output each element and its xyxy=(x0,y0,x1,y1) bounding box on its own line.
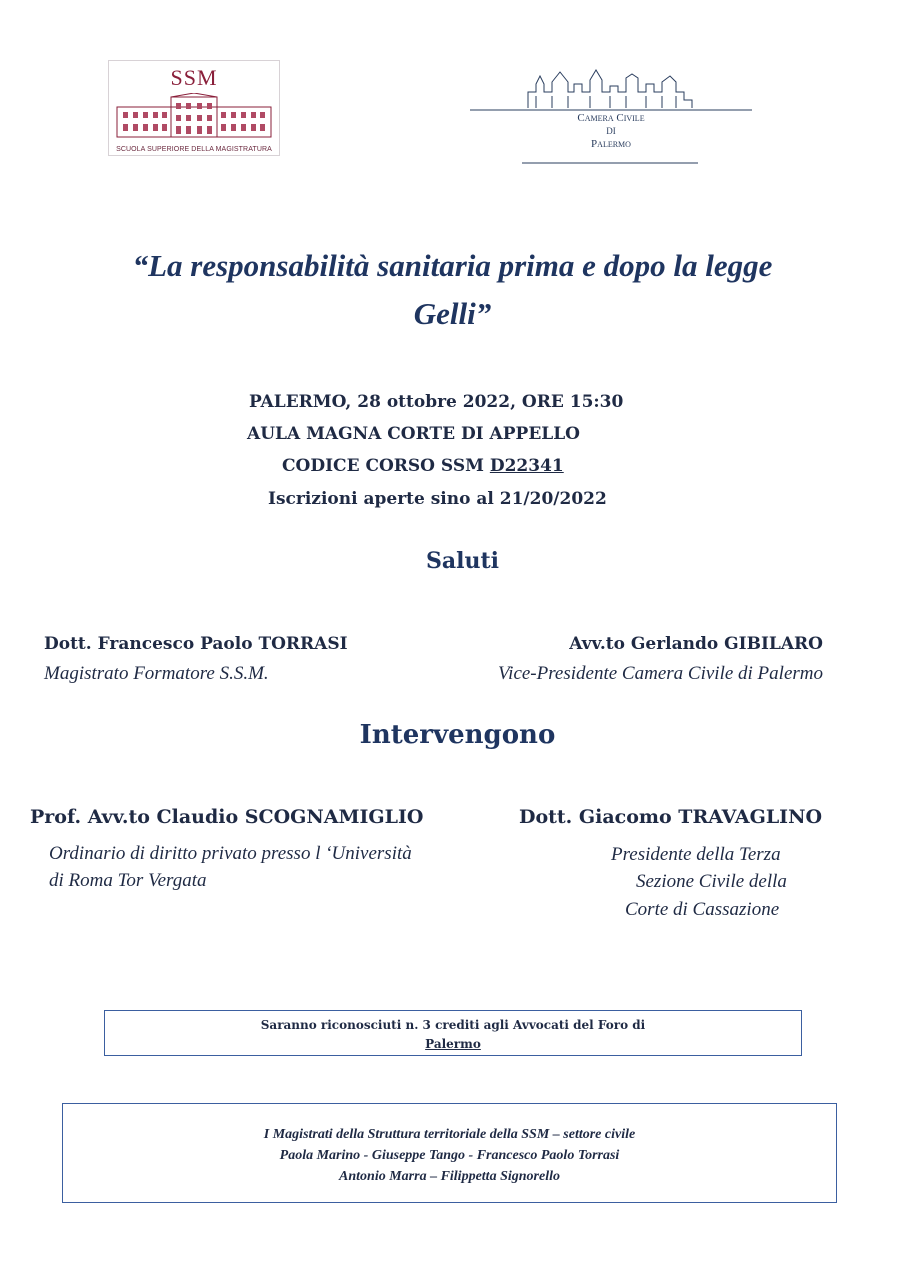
event-title-line2: Gelli” xyxy=(413,296,492,331)
camera-civile-logo xyxy=(470,62,752,168)
credits-box xyxy=(104,1010,802,1056)
saluti-right-role: Vice-Presidente Camera Civile di Palermo xyxy=(497,663,823,684)
camera-civile-line1: Camera Civile xyxy=(577,112,645,124)
speaker-left-role-line1: Ordinario di diritto privato presso l ‘Università xyxy=(49,843,412,864)
camera-civile-line3: Palermo xyxy=(591,138,631,150)
speaker-right-role-line1: Presidente della Terza xyxy=(611,844,781,865)
ssm-logo-word: SSM xyxy=(170,65,218,90)
ssm-logo xyxy=(108,60,280,156)
camera-civile-logo-text xyxy=(470,112,752,151)
ssm-building-icon xyxy=(115,93,273,139)
saluti-heading: Saluti xyxy=(425,548,499,574)
saluti-left-name: Dott. Francesco Paolo TORRASI xyxy=(44,634,348,654)
event-venue: AULA MAGNA CORTE DI APPELLO xyxy=(247,424,580,444)
event-title-line1: “La responsabilità sanitaria prima e dopo la legge xyxy=(132,248,773,283)
intervengono-heading: Intervengono xyxy=(359,720,556,750)
credits-line1: Saranno riconosciuti n. 3 crediti agli Avvocati del Foro di xyxy=(260,1018,646,1032)
saluti-right-name: Avv.to Gerlando GIBILARO xyxy=(569,634,823,654)
course-code-label: CODICE CORSO SSM xyxy=(282,456,484,476)
ssm-logo-caption: SCUOLA SUPERIORE DELLA MAGISTRATURA xyxy=(116,146,272,153)
registration-deadline: Iscrizioni aperte sino al 21/20/2022 xyxy=(268,489,607,509)
organizers-line1: I Magistrati della Struttura territoriale della SSM – settore civile xyxy=(263,1127,636,1142)
credits-line2-text: Palermo xyxy=(425,1037,481,1051)
organizers-box xyxy=(62,1103,837,1203)
speaker-left-role-line2: di Roma Tor Vergata xyxy=(49,870,207,891)
event-title xyxy=(60,242,845,338)
speaker-right-role-line2: Sezione Civile della xyxy=(636,871,787,892)
event-date-line: PALERMO, 28 ottobre 2022, ORE 15:30 xyxy=(249,392,624,412)
course-code-value: D22341 xyxy=(489,456,564,476)
course-code xyxy=(282,456,564,476)
organizers-line3: Antonio Marra – Filippetta Signorello xyxy=(339,1169,560,1184)
speaker-right-role-line3: Corte di Cassazione xyxy=(625,899,780,920)
speaker-left-name: Prof. Avv.to Claudio SCOGNAMIGLIO xyxy=(30,806,424,828)
saluti-left-role: Magistrato Formatore S.S.M. xyxy=(44,663,269,684)
credits-line2 xyxy=(105,1036,801,1052)
camera-civile-line2: DI xyxy=(606,126,616,136)
speaker-right-name: Dott. Giacomo TRAVAGLINO xyxy=(518,806,822,828)
organizers-line2: Paola Marino - Giuseppe Tango - Francesco Paolo Torrasi xyxy=(279,1148,620,1163)
